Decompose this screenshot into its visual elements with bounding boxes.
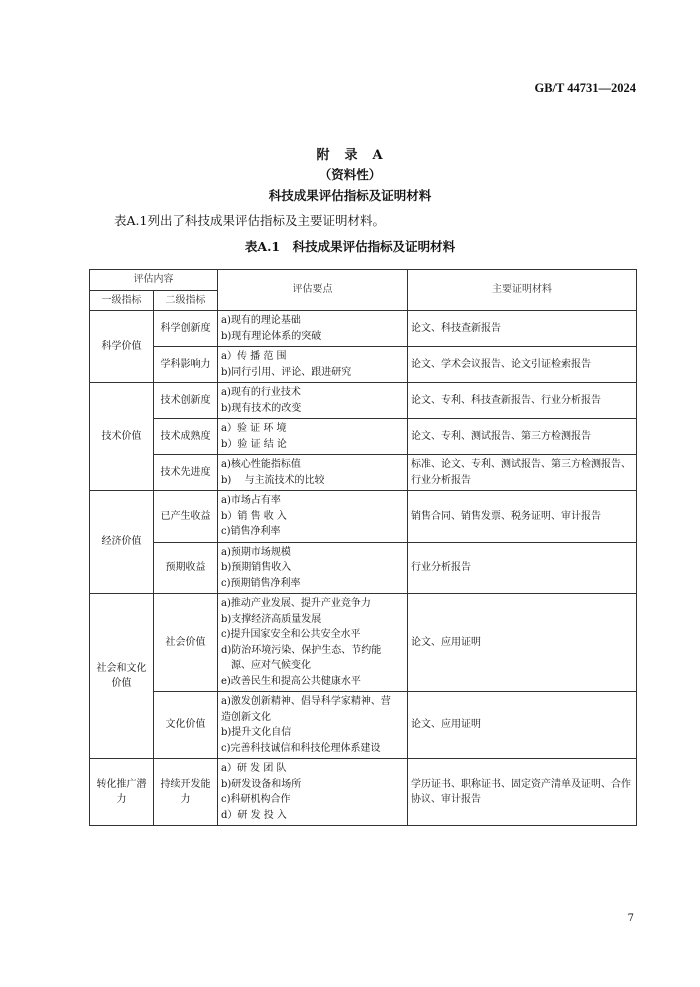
header-level2: 二级指标 xyxy=(154,290,218,311)
materials-cell: 标准、论文、专利、测试报告、第三方检测报告、行业分析报告 xyxy=(408,455,637,491)
points-cell xyxy=(218,311,408,347)
table-row xyxy=(90,759,637,826)
point-item: c)提升国家安全和公共安全水平 xyxy=(221,629,361,640)
point-item: a）传 播 范 围 xyxy=(221,351,287,362)
level1-cell: 经济价值 xyxy=(90,491,154,594)
table-row xyxy=(90,347,637,383)
page-number: 7 xyxy=(627,913,634,924)
point-item: c)完善科技诚信和科技伦理体系建设 xyxy=(221,742,381,754)
point-item: b)现有理论体系的突破 xyxy=(221,330,322,342)
table-row xyxy=(90,594,637,692)
point-item: e)改善民生和提高公共健康水平 xyxy=(221,675,361,687)
level2-cell: 学科影响力 xyxy=(154,347,218,383)
point-item: a）验 证 环 境 xyxy=(221,423,287,434)
point-item: b)支撑经济高质量发展 xyxy=(221,613,322,625)
level2-cell: 技术先进度 xyxy=(154,455,218,491)
appendix-nature: （资料性） xyxy=(318,167,382,182)
points-cell xyxy=(218,383,408,419)
table-row xyxy=(90,455,637,491)
table-header-row xyxy=(90,270,637,291)
level2-cell: 技术创新度 xyxy=(154,383,218,419)
table-row xyxy=(90,692,637,759)
point-item: a)现有的行业技术 xyxy=(221,387,301,398)
point-item: b) 与主流技术的比较 xyxy=(221,474,325,486)
level1-cell: 转化推广潜力 xyxy=(90,759,154,826)
materials-cell: 论文、应用证明 xyxy=(408,594,637,692)
materials-cell: 销售合同、销售发票、税务证明、审计报告 xyxy=(408,491,637,543)
point-item: 源、应对气候变化 xyxy=(221,660,311,671)
materials-cell: 论文、专利、测试报告、第三方检测报告 xyxy=(408,419,637,455)
appendix-title: 附 录 A xyxy=(316,148,384,163)
table-row xyxy=(90,419,637,455)
point-item: b)预期销售收入 xyxy=(221,562,292,573)
point-item: b）验 证 结 论 xyxy=(221,438,287,450)
point-item: c)科研机构合作 xyxy=(221,794,291,805)
materials-cell: 论文、应用证明 xyxy=(408,692,637,759)
header-level1: 一级指标 xyxy=(90,290,154,311)
level1-cell: 科学价值 xyxy=(90,311,154,383)
points-cell xyxy=(218,419,408,455)
point-item: 造创新文化 xyxy=(221,711,271,723)
header-materials: 主要证明材料 xyxy=(408,270,637,311)
level2-cell: 科学创新度 xyxy=(154,311,218,347)
table-row xyxy=(90,542,637,594)
point-item: a)激发创新精神、倡导科学家精神、营 xyxy=(221,696,391,707)
materials-cell: 论文、科技查新报告 xyxy=(408,311,637,347)
intro-paragraph: 表A.1列出了科技成果评估指标及主要证明材料。 xyxy=(114,213,385,228)
points-cell xyxy=(218,692,408,759)
materials-cell: 行业分析报告 xyxy=(408,542,637,594)
points-cell xyxy=(218,759,408,826)
level2-cell: 技术成熟度 xyxy=(154,419,218,455)
appendix-subtitle: 科技成果评估指标及证明材料 xyxy=(268,188,432,203)
point-item: b)提升文化自信 xyxy=(221,727,292,738)
points-cell xyxy=(218,542,408,594)
point-item: a)现有的理论基础 xyxy=(221,315,301,326)
level2-cell: 社会价值 xyxy=(154,594,218,692)
level2-cell: 持续开发能力 xyxy=(154,759,218,826)
point-item: b)研发设备和场所 xyxy=(221,778,302,790)
materials-cell: 学历证书、职称证书、固定资产清单及证明、合作协议、审计报告 xyxy=(408,759,637,826)
materials-cell: 论文、学术会议报告、论文引证检索报告 xyxy=(408,347,637,383)
table-row xyxy=(90,491,637,543)
level2-cell: 已产生收益 xyxy=(154,491,218,543)
points-cell xyxy=(218,491,408,543)
point-item: a)预期市场规模 xyxy=(221,546,291,558)
header-content: 评估内容 xyxy=(90,270,218,291)
point-item: a)市场占有率 xyxy=(221,495,281,506)
point-item: b)同行引用、评论、跟进研究 xyxy=(221,366,352,378)
point-item: a)推动产业发展、提升产业竞争力 xyxy=(221,598,371,609)
point-item: a)核心性能指标值 xyxy=(221,459,301,470)
materials-cell: 论文、专利、科技查新报告、行业分析报告 xyxy=(408,383,637,419)
point-item: d）研 发 投 入 xyxy=(221,809,287,821)
table-row xyxy=(90,383,637,419)
evaluation-table xyxy=(89,269,637,826)
level2-cell: 预期收益 xyxy=(154,542,218,594)
point-item: a）研 发 团 队 xyxy=(221,763,287,774)
standard-code: GB/T 44731—2024 xyxy=(534,81,636,95)
table-caption: 表A.1 科技成果评估指标及证明材料 xyxy=(244,239,456,254)
points-cell xyxy=(218,455,408,491)
level1-cell: 社会和文化价值 xyxy=(90,594,154,759)
point-item: b)现有技术的改变 xyxy=(221,402,302,414)
header-points: 评估要点 xyxy=(218,270,408,311)
table-row xyxy=(90,311,637,347)
point-item: b）销 售 收 入 xyxy=(221,510,287,522)
point-item: c)销售净利率 xyxy=(221,526,281,537)
points-cell xyxy=(218,347,408,383)
level2-cell: 文化价值 xyxy=(154,692,218,759)
points-cell xyxy=(218,594,408,692)
point-item: d)防治环境污染、保护生态、节约能 xyxy=(221,644,382,656)
point-item: c)预期销售净利率 xyxy=(221,577,301,589)
level1-cell: 技术价值 xyxy=(90,383,154,491)
